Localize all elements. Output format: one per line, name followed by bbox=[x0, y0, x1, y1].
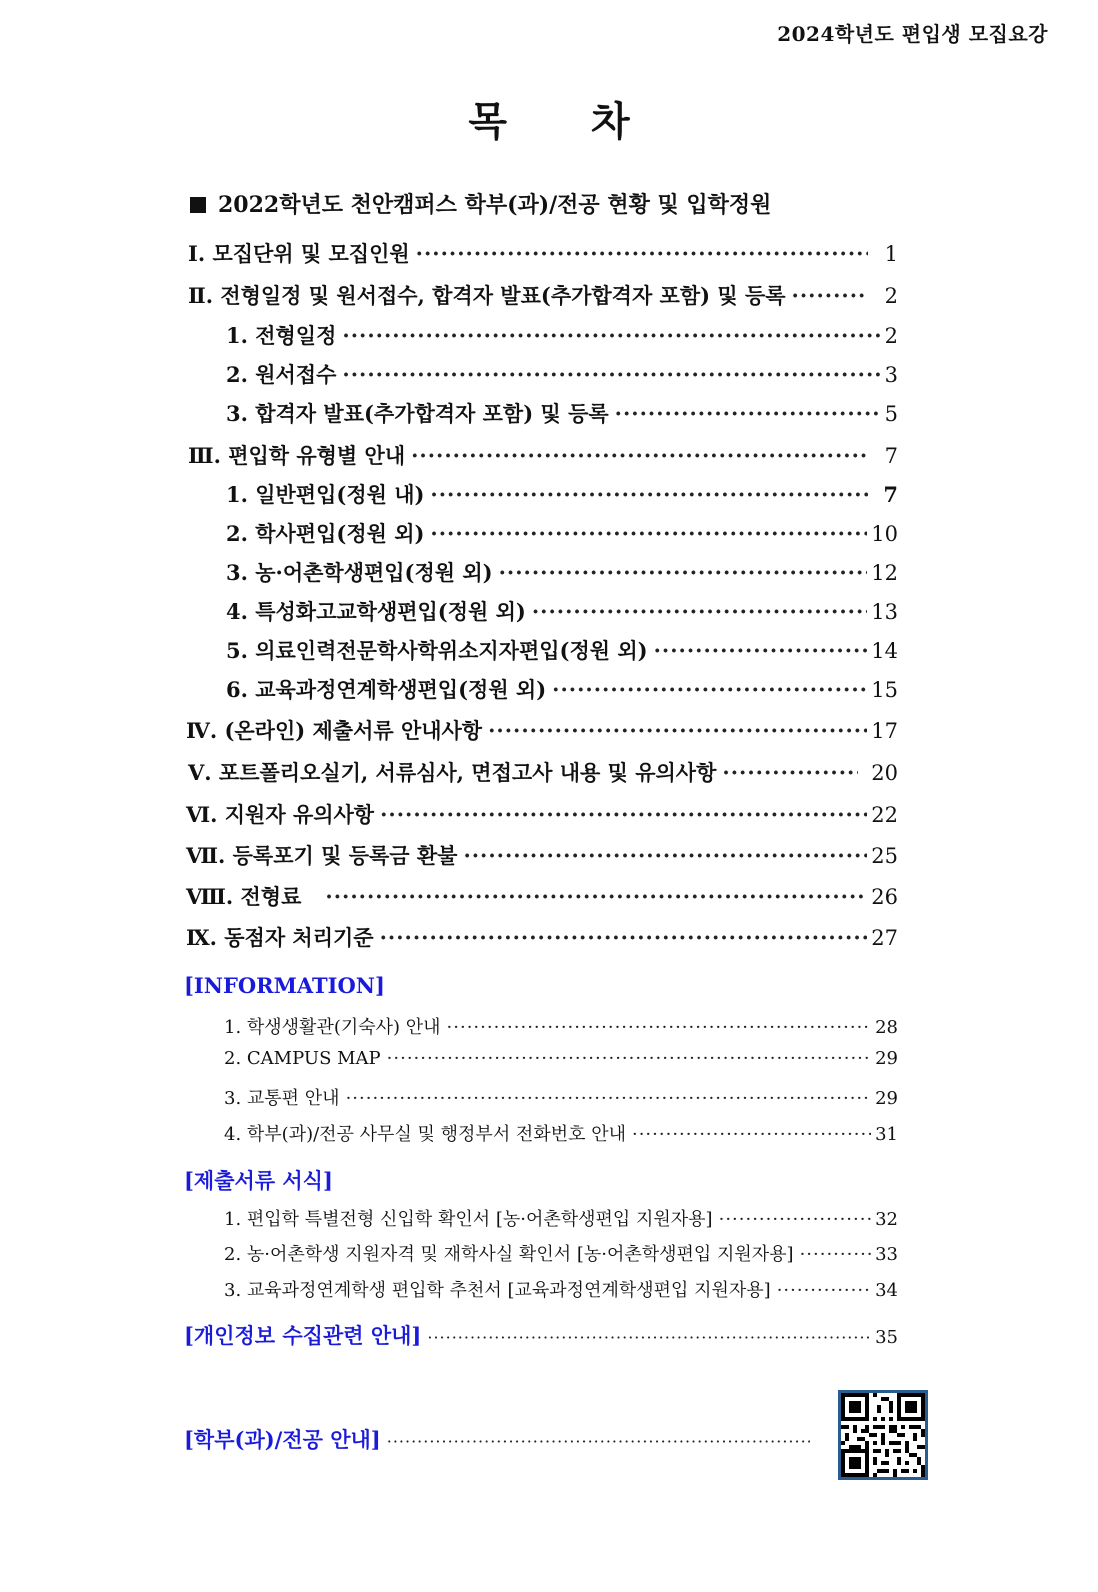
form-label: 2. 농·어촌학생 지원자격 및 재학사실 확인서 [농·어촌학생편입 지원자용] bbox=[224, 1244, 794, 1265]
dot-leader bbox=[430, 521, 867, 546]
info-label: 3. 교통편 안내 bbox=[224, 1088, 340, 1109]
toc-item[interactable] bbox=[226, 359, 898, 389]
toc-item[interactable] bbox=[188, 440, 898, 470]
form-page: 34 bbox=[875, 1280, 898, 1301]
info-page: 28 bbox=[875, 1017, 898, 1038]
toc-item[interactable] bbox=[186, 799, 898, 829]
toc-label: 3. 합격자 발표(추가합격자 포함) 및 등록 bbox=[226, 401, 609, 426]
toc-page: 10 bbox=[871, 522, 898, 546]
toc-page: 14 bbox=[871, 639, 898, 663]
toc-page: 12 bbox=[871, 561, 898, 585]
form-page: 32 bbox=[875, 1209, 898, 1230]
toc-label: Ⅱ. 전형일정 및 원서접수, 합격자 발표(추가합격자 포함) 및 등록 bbox=[188, 283, 786, 308]
toc-label: 6. 교육과정연계학생편입(정원 외) bbox=[226, 677, 547, 702]
dot-leader bbox=[792, 283, 868, 308]
toc-label: Ⅴ. 포트폴리오실기, 서류심사, 면접고사 내용 및 유의사항 bbox=[188, 760, 717, 785]
info-item[interactable] bbox=[224, 1013, 898, 1039]
toc-page: 26 bbox=[871, 885, 898, 909]
toc-label: 1. 전형일정 bbox=[226, 323, 337, 348]
toc-item[interactable] bbox=[188, 238, 898, 268]
toc-label: 5. 의료인력전문학사학위소지자편입(정원 외) bbox=[226, 638, 648, 663]
info-page: 31 bbox=[875, 1124, 898, 1145]
dot-leader bbox=[488, 718, 867, 743]
info-label: 1. 학생생활관(기숙사) 안내 bbox=[224, 1017, 441, 1038]
page-title: 목 차 bbox=[468, 98, 630, 145]
form-item[interactable] bbox=[224, 1276, 898, 1302]
toc-label: Ⅰ. 모집단위 및 모집인원 bbox=[188, 241, 410, 266]
information-heading: [INFORMATION] bbox=[184, 973, 385, 998]
toc-label: Ⅷ. 전형료 bbox=[186, 884, 302, 909]
section-heading-text: 2022학년도 천안캠퍼스 학부(과)/전공 현황 및 입학정원 bbox=[218, 192, 772, 218]
privacy-item[interactable] bbox=[184, 1320, 898, 1350]
toc-label: Ⅸ. 동점자 처리기준 bbox=[186, 925, 374, 950]
info-item[interactable] bbox=[224, 1048, 898, 1069]
toc-page: 2 bbox=[884, 284, 898, 308]
toc-label: Ⅶ. 등록포기 및 등록금 환불 bbox=[186, 843, 458, 868]
info-label: 4. 학부(과)/전공 사무실 및 행정부서 전화번호 안내 bbox=[224, 1124, 626, 1145]
toc-item[interactable] bbox=[186, 881, 898, 911]
dot-leader bbox=[632, 1124, 871, 1145]
toc-page: 2 bbox=[884, 324, 898, 348]
dot-leader bbox=[463, 843, 867, 868]
dot-leader bbox=[416, 241, 868, 266]
toc-page: 7 bbox=[883, 482, 898, 507]
toc-item[interactable] bbox=[188, 757, 898, 787]
info-page: 29 bbox=[875, 1088, 898, 1109]
toc-item[interactable] bbox=[186, 922, 898, 952]
privacy-page: 35 bbox=[875, 1327, 898, 1348]
department-label: [학부(과)/전공 안내] bbox=[184, 1427, 381, 1452]
dot-leader bbox=[342, 362, 880, 387]
toc-item[interactable] bbox=[186, 715, 898, 745]
toc-page: 13 bbox=[871, 600, 898, 624]
info-item[interactable] bbox=[224, 1120, 898, 1146]
forms-heading: [제출서류 서식] bbox=[184, 1168, 333, 1193]
form-page: 33 bbox=[875, 1244, 898, 1265]
toc-label: 1. 일반편입(정원 내) bbox=[226, 482, 425, 507]
section-heading bbox=[190, 188, 771, 219]
toc-item[interactable] bbox=[226, 596, 898, 626]
dot-leader bbox=[777, 1280, 871, 1301]
toc-page: 20 bbox=[871, 761, 898, 785]
dot-leader bbox=[387, 1432, 810, 1451]
info-item[interactable] bbox=[224, 1084, 898, 1110]
toc-page: 25 bbox=[871, 844, 898, 868]
form-item[interactable] bbox=[224, 1240, 898, 1266]
dot-leader bbox=[615, 401, 881, 426]
dot-leader bbox=[719, 1209, 872, 1230]
toc-page: 22 bbox=[871, 803, 898, 827]
dot-leader bbox=[800, 1244, 872, 1265]
dot-leader bbox=[447, 1017, 872, 1038]
toc-label: 4. 특성화고교학생편입(정원 외) bbox=[226, 599, 526, 624]
toc-page: 5 bbox=[884, 402, 898, 426]
form-label: 1. 편입학 특별전형 신입학 확인서 [농·어촌학생편입 지원자용] bbox=[224, 1209, 713, 1230]
toc-label: Ⅳ. (온라인) 제출서류 안내사항 bbox=[186, 718, 483, 743]
qr-code-icon[interactable] bbox=[838, 1390, 928, 1480]
toc-page: 17 bbox=[871, 719, 898, 743]
toc-item[interactable] bbox=[226, 557, 898, 587]
toc-label: 2. 원서접수 bbox=[226, 362, 337, 387]
dot-leader bbox=[722, 760, 858, 785]
dot-leader bbox=[380, 925, 868, 950]
dot-leader bbox=[346, 1088, 872, 1109]
toc-page: 1 bbox=[884, 242, 898, 266]
dot-leader bbox=[552, 677, 867, 702]
info-label: 2. CAMPUS MAP bbox=[224, 1048, 381, 1069]
toc-item[interactable] bbox=[226, 479, 898, 509]
toc-item[interactable] bbox=[226, 398, 898, 428]
toc-item[interactable] bbox=[226, 674, 898, 704]
square-bullet-icon bbox=[190, 197, 206, 213]
dot-leader bbox=[430, 482, 868, 507]
dot-leader bbox=[654, 638, 868, 663]
toc-item[interactable] bbox=[226, 635, 898, 665]
toc-item[interactable] bbox=[226, 518, 898, 548]
dot-leader bbox=[532, 599, 867, 624]
document-header: 2024학년도 편입생 모집요강 bbox=[777, 22, 1048, 46]
form-item[interactable] bbox=[224, 1205, 898, 1231]
toc-label: 2. 학사편입(정원 외) bbox=[226, 521, 425, 546]
toc-label: Ⅵ. 지원자 유의사항 bbox=[186, 802, 375, 827]
toc-item[interactable] bbox=[188, 280, 898, 310]
toc-page: 7 bbox=[884, 444, 898, 468]
dot-leader bbox=[411, 443, 868, 468]
toc-item[interactable] bbox=[226, 320, 898, 350]
toc-page: 3 bbox=[884, 363, 898, 387]
dot-leader bbox=[325, 884, 867, 909]
dot-leader bbox=[499, 560, 868, 585]
toc-page: 27 bbox=[871, 926, 898, 950]
department-item[interactable] bbox=[184, 1424, 814, 1454]
dot-leader bbox=[342, 323, 880, 348]
form-label: 3. 교육과정연계학생 편입학 추천서 [교육과정연계학생편입 지원자용] bbox=[224, 1280, 771, 1301]
toc-page: 15 bbox=[871, 678, 898, 702]
toc-item[interactable] bbox=[186, 840, 898, 870]
dot-leader bbox=[387, 1048, 871, 1069]
dot-leader bbox=[380, 802, 867, 827]
privacy-label: [개인정보 수집관련 안내] bbox=[184, 1323, 422, 1348]
info-page: 29 bbox=[875, 1048, 898, 1069]
toc-label: Ⅲ. 편입학 유형별 안내 bbox=[188, 443, 406, 468]
toc-label: 3. 농·어촌학생편입(정원 외) bbox=[226, 560, 493, 585]
dot-leader bbox=[427, 1328, 871, 1347]
